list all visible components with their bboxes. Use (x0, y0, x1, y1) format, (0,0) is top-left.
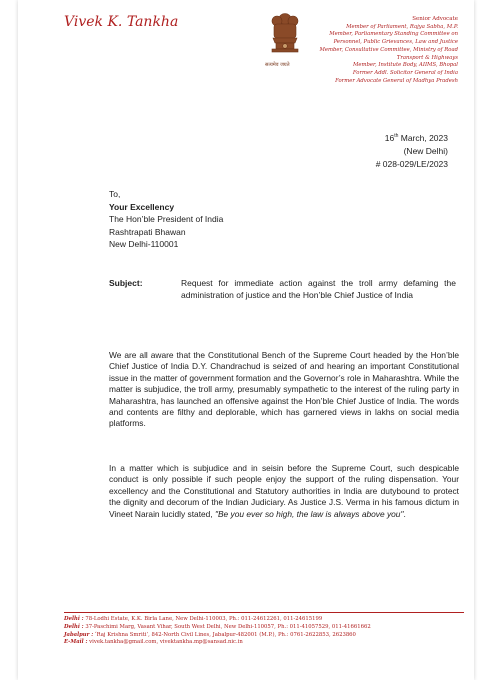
letterhead-footer (64, 616, 474, 647)
subject-label: Subject: (109, 278, 143, 288)
credential-line: Member of Parliament, Rajya Sabha, M.P. (346, 23, 458, 30)
footer-line: Jabalpur : ‘Raj Krishna Smriti’, 842-North Civil Lines, Jabalpur-482001 (M.P.), Ph.: 0761-2622853, 2623860 (64, 631, 356, 638)
address-line: Rashtrapati Bhawan (109, 226, 186, 237)
letter-date: 16th March, 2023 (384, 132, 448, 143)
footer-line: Delhi : 37-Paschimi Marg, Vasant Vihar, South West Delhi, New Delhi-110057, Ph.: 011-41057529, 011-41661662 (64, 623, 371, 630)
credential-line: Member, Institute Body, AIIMS, Bhopal (352, 62, 458, 69)
salutation: Your Excellency (109, 201, 175, 212)
footer-line: Delhi : 78-Lodhi Estate, K.K. Birla Lane, New Delhi-110003, Ph.: 011-24612261, 011-24615199 (64, 616, 323, 622)
date-block (376, 130, 448, 171)
address-line: The Hon’ble President of India (109, 214, 224, 224)
credential-line: Member, Parliamentary Standing Committee on (329, 31, 458, 38)
letterhead-credentials (288, 16, 458, 85)
credential-line: Personnel, Public Grievances, Law and Justice (333, 39, 458, 46)
quote: "Be you ever so high, the law is always above you" (215, 508, 404, 519)
recipient-address (109, 188, 223, 251)
address-line: New Delhi-110001 (109, 239, 179, 249)
emblem-motto: सत्यमेव जयते (265, 62, 290, 68)
body-paragraph: We are all aware that the Constitutional Bench of the Supreme Court headed by the Hon’ble Chief Justice of India D.Y. Chandrachud is seized of and hearing an important Constitutional issue in the matter of government formation and the Governor’s role in Maharashtra. While the matter is subjudice, the troll army, presumably sympathetic to the interest of the ruling party in Maharashtra, has launched an offensive against the Hon’ble Chief Justice of India. The words and contents are filthy and deplorable, which has garnered views in lakhs on social media platforms. (109, 350, 459, 429)
letter-place: (New Delhi) (403, 145, 448, 156)
footer-line: E-Mail : vivek.tankha@gmail.com, vivektankha.mp@sansad.nic.in (64, 639, 243, 646)
reference-number: # 028-029/LE/2023 (375, 158, 448, 169)
letter-page (18, 0, 474, 680)
subject-text: Request for immediate action against the troll army defaming the administration of justice and the Hon’ble Chief Justice of India (181, 278, 456, 300)
credential-line: Member, Consultative Committee, Ministry of Road (319, 46, 458, 53)
body-paragraph: In a matter which is subjudice and in seisin before the Supreme Court, such despicable conduct is only possible if such people enjoy the support of the ruling dispensation. Your excellency and the Constitutional and Statutory authorities in India are dutybound to protect the dignity and decorum of the Indian Judiciary. As Justice J.S. Verma in his famous dictum in Vineet Narain lucidly stated, "Be you ever so high, the law is always above you". (109, 463, 459, 519)
credential-line: Former Addl. Solicitor General of India (352, 69, 458, 76)
credential-line: Former Advocate General of Madhya Pradesh (335, 77, 458, 84)
letterhead-name: Vivek K. Tankha (64, 14, 179, 30)
address-to: To, (109, 189, 121, 199)
footer-divider (64, 612, 464, 613)
credential-line: Transport & Highways (396, 54, 458, 61)
credential-line: Senior Advocate (412, 16, 458, 22)
